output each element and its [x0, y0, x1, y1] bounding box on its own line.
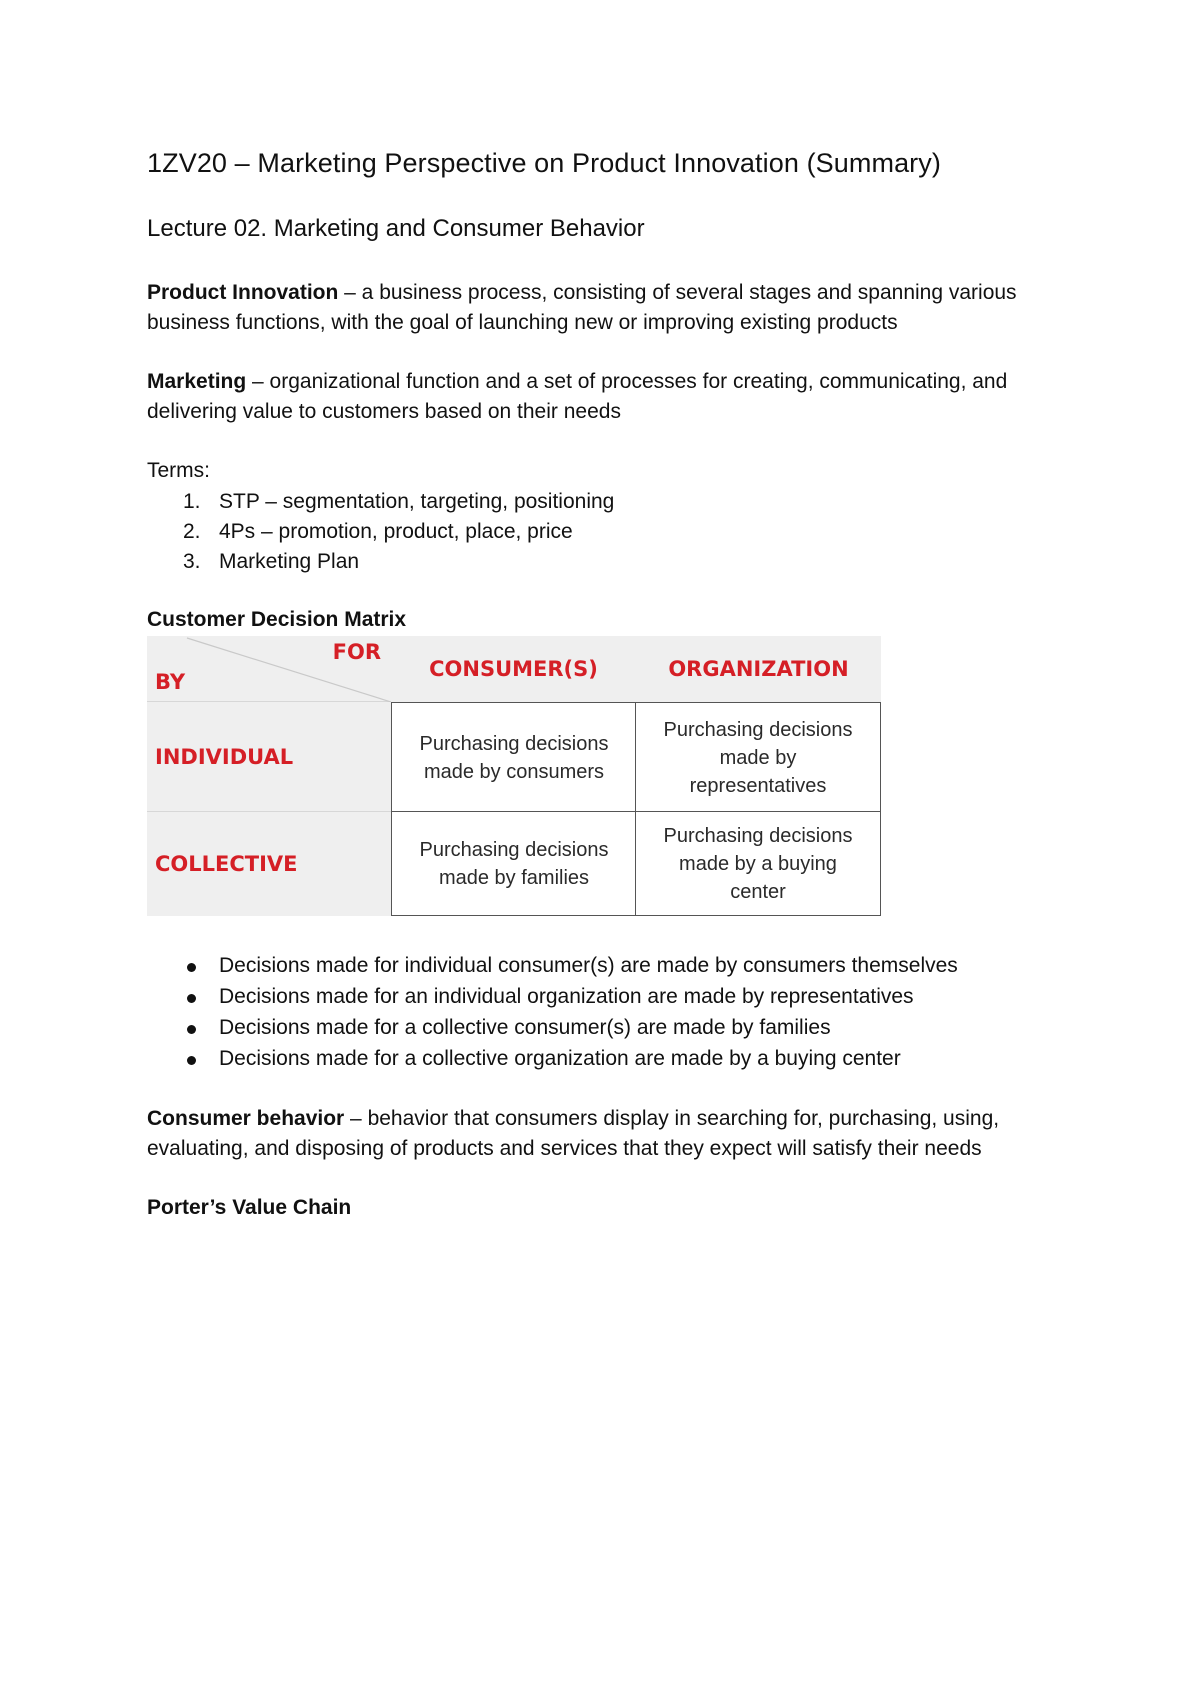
list-item	[147, 550, 847, 580]
term-marketing: Marketing	[147, 370, 247, 393]
definition-product-innovation	[147, 278, 1017, 338]
definition-consumer-behavior	[147, 1104, 999, 1164]
list-text: Marketing Plan	[219, 550, 360, 573]
list-number: 1.	[183, 490, 201, 513]
definition-line: – a business process, consisting of several stages and spanning various	[338, 281, 1017, 304]
list-number: 2.	[183, 520, 201, 543]
row-header-collective	[147, 812, 391, 916]
column-header-label: CONSUMER(S)	[429, 657, 598, 681]
matrix-cell-text: Purchasing decisions made by representatives	[663, 718, 853, 797]
list-text: 4Ps – promotion, product, place, price	[219, 520, 573, 543]
matrix-corner	[147, 636, 391, 702]
list-number: 3.	[183, 550, 201, 573]
customer-decision-matrix	[147, 636, 881, 916]
list-item	[147, 954, 1107, 984]
list-item	[147, 520, 847, 550]
document-title: 1ZV20 – Marketing Perspective on Product Innovation (Summary)	[147, 148, 941, 178]
definition-line: evaluating, and disposing of products and services that they expect will satisfy their needs	[147, 1137, 982, 1160]
row-header-label: INDIVIDUAL	[155, 744, 294, 769]
definition-marketing	[147, 367, 1007, 427]
column-header-consumers	[391, 636, 636, 702]
definition-line: – behavior that consumers display in searching for, purchasing, using,	[344, 1107, 1000, 1130]
row-header-label: COLLECTIVE	[155, 852, 298, 876]
porter-heading: Porter’s Value Chain	[147, 1196, 352, 1219]
list-item	[147, 1016, 1107, 1046]
bullet-text: Decisions made for a collective consumer(s) are made by families	[219, 1016, 831, 1039]
definition-line: business functions, with the goal of launching new or improving existing products	[147, 311, 898, 334]
row-header-individual	[147, 702, 391, 812]
matrix-cell-text: Purchasing decisions made by consumers	[419, 732, 609, 783]
column-header-label: ORGANIZATION	[668, 657, 849, 681]
definition-line: – organizational function and a set of processes for creating, communicating, and	[246, 370, 1008, 393]
definition-line: delivering value to customers based on their needs	[147, 400, 621, 423]
matrix-cell-text: Purchasing decisions made by a buying center	[663, 824, 853, 903]
bullet-icon	[187, 1025, 196, 1034]
bullet-icon	[187, 963, 196, 972]
matrix-heading: Customer Decision Matrix	[147, 608, 407, 631]
matrix-cell-individual-consumers	[391, 702, 637, 813]
list-item	[147, 490, 847, 520]
bullet-text: Decisions made for individual consumer(s) are made by consumers themselves	[219, 954, 958, 977]
list-item	[147, 1047, 1107, 1077]
matrix-cell-collective-organization	[635, 811, 881, 916]
matrix-cell-text: Purchasing decisions made by families	[419, 838, 609, 889]
bullet-icon	[187, 1056, 196, 1065]
list-text: STP – segmentation, targeting, positioning	[219, 490, 615, 513]
bullet-icon	[187, 994, 196, 1003]
bullet-text: Decisions made for a collective organization are made by a buying center	[219, 1047, 901, 1070]
list-item	[147, 985, 1107, 1015]
corner-by-label: BY	[155, 670, 186, 694]
matrix-cell-individual-organization	[635, 702, 881, 813]
column-header-organization	[636, 636, 881, 702]
matrix-cell-collective-consumers	[391, 811, 637, 916]
lecture-subtitle: Lecture 02. Marketing and Consumer Behavior	[147, 215, 645, 242]
term-consumer-behavior: Consumer behavior	[147, 1107, 345, 1130]
bullet-text: Decisions made for an individual organization are made by representatives	[219, 985, 914, 1008]
corner-for-label: FOR	[332, 640, 381, 664]
term-product-innovation: Product Innovation	[147, 281, 339, 304]
terms-label: Terms:	[147, 459, 210, 482]
